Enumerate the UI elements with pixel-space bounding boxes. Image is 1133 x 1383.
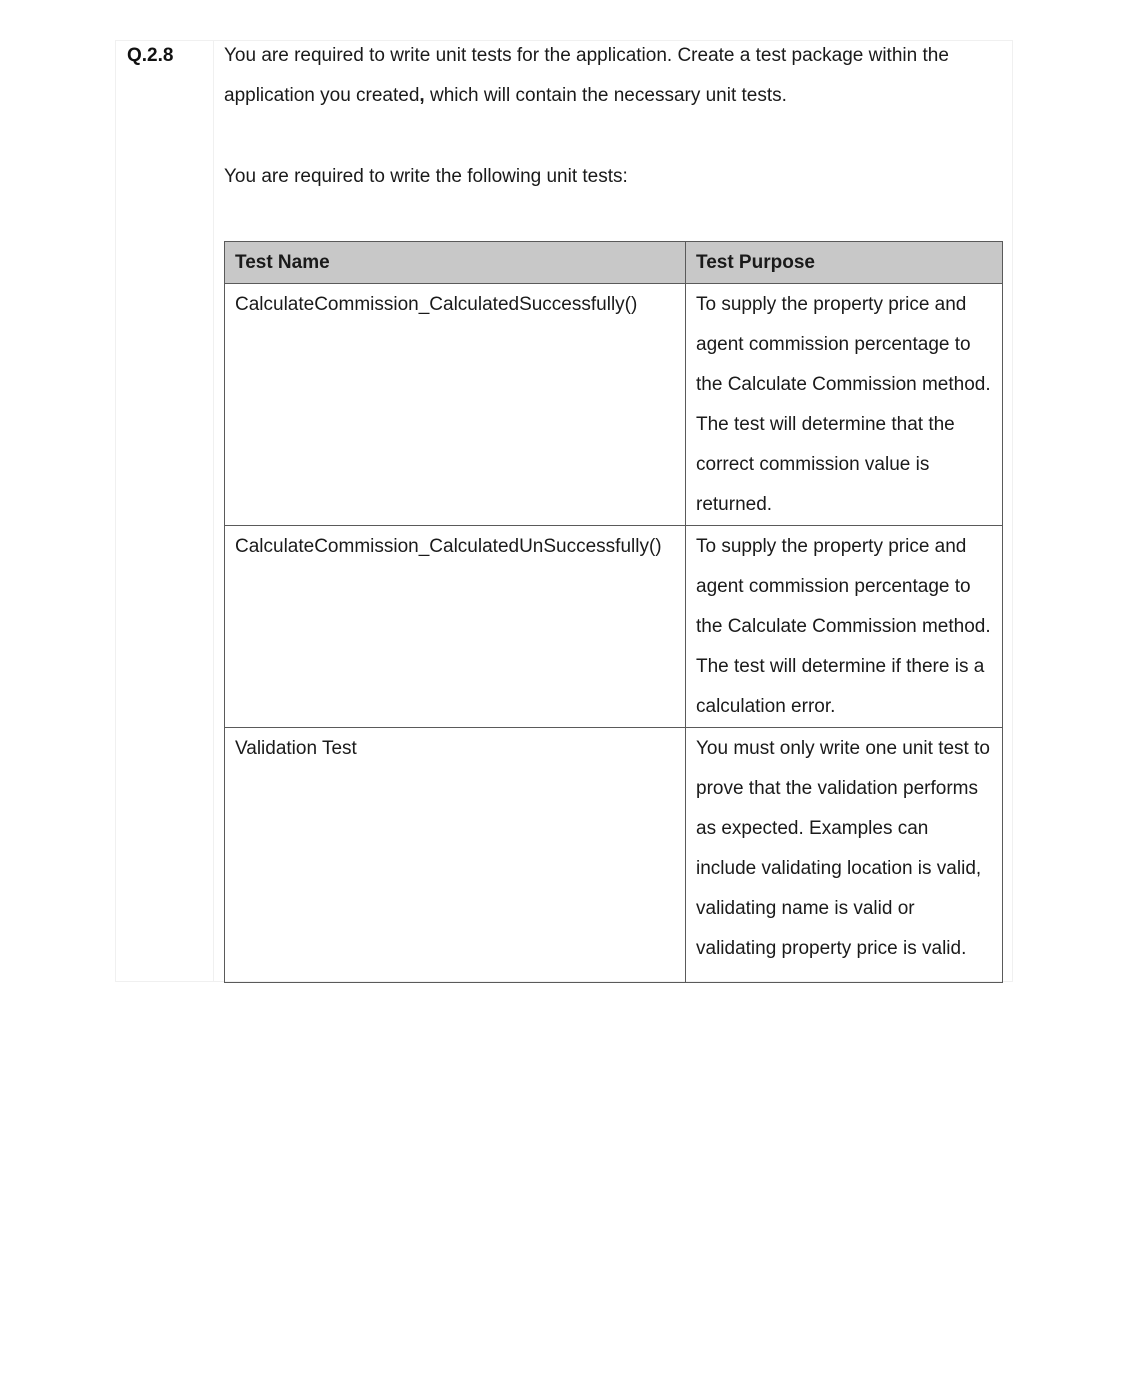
test-purpose-cell (686, 526, 1003, 728)
table-row (225, 728, 1003, 983)
test-purpose-text: You must only write one unit test to prove that the validation performs as expected. Examples can include validating location is valid, validating name is valid or validating property price is valid. (696, 738, 990, 959)
intro-text-part2: which will contain the necessary unit tests. (424, 85, 787, 106)
test-purpose-text: To supply the property price and agent commission percentage to the Calculate Commission method. The test will determine if there is a calculation error. (696, 536, 991, 717)
question-instruction: You are required to write the following unit tests: (224, 166, 628, 187)
test-name-cell: CalculateCommission_CalculatedUnSuccessfully() (225, 526, 686, 728)
test-name-cell: CalculateCommission_CalculatedSuccessfully() (225, 284, 686, 526)
unit-tests-table (224, 241, 1003, 983)
column-divider (213, 40, 214, 982)
table-header-row (225, 242, 1003, 284)
test-purpose-text: To supply the property price and agent commission percentage to the Calculate Commission method. The test will determine that the correct commission value is returned. (696, 294, 991, 515)
test-purpose-cell (686, 728, 1003, 983)
table-row (225, 526, 1003, 728)
test-purpose-cell (686, 284, 1003, 526)
intro-text-part1: You are required to write unit tests for the application. Create a test package within the application you created (224, 45, 949, 106)
header-test-name: Test Name (225, 242, 686, 284)
table-row (225, 284, 1003, 526)
question-number: Q.2.8 (127, 45, 174, 66)
header-test-purpose: Test Purpose (686, 242, 1003, 284)
question-intro (224, 36, 1004, 116)
intro-text-bold: , (419, 85, 425, 106)
test-name-cell: Validation Test (225, 728, 686, 983)
